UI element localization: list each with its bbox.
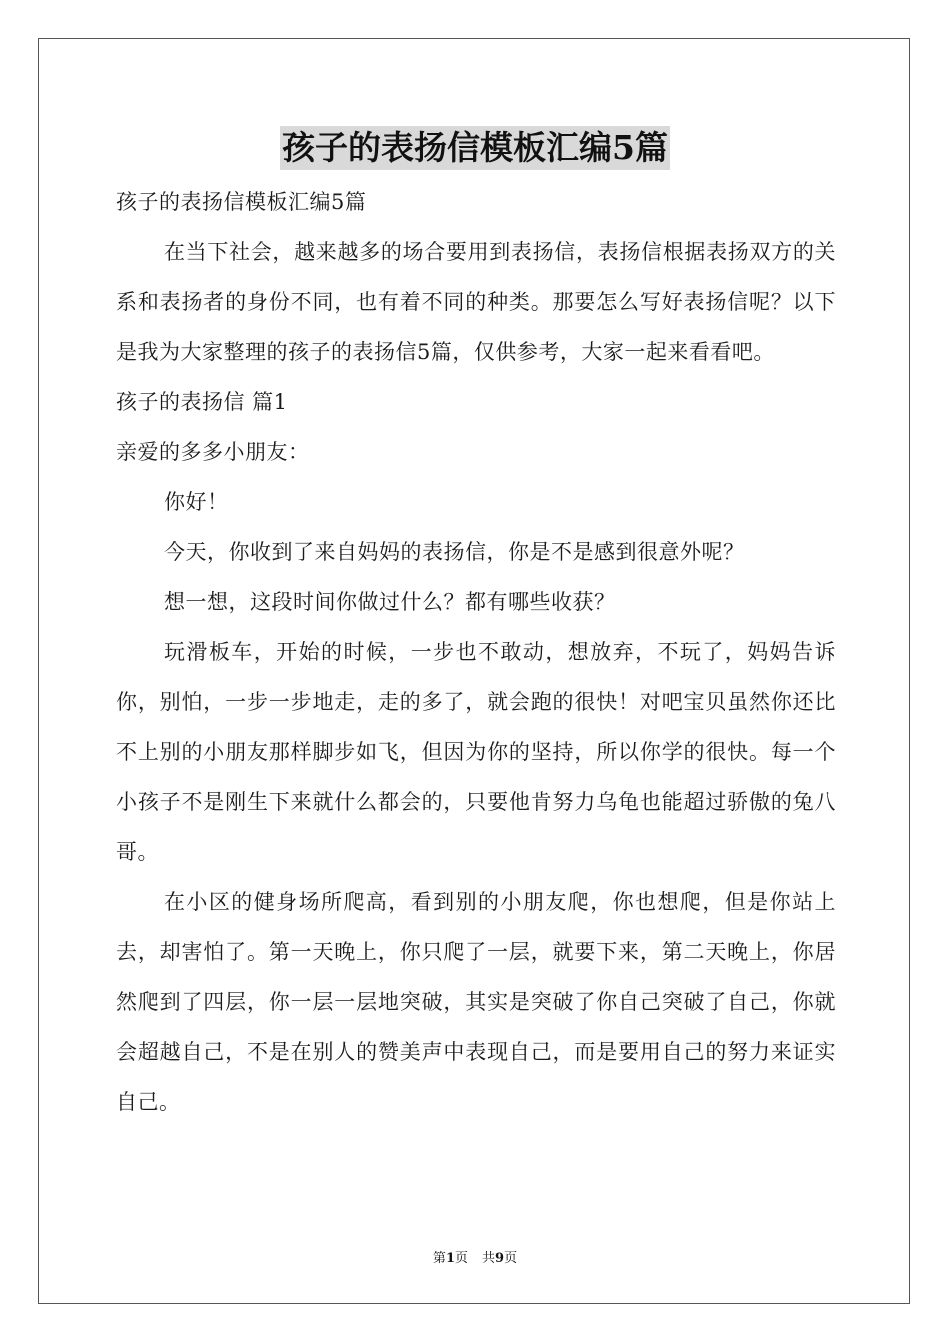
paragraph-body: 玩滑板车，开始的时候，一步也不敢动，想放弃，不玩了，妈妈告诉你，别怕，一步一步地走，走的多了，就会跑的很快！对吧宝贝虽然你还比不上别的小朋友那样脚步如飞，但因为你的坚持，所以你学的很快。每一个小孩子不是刚生下来就什么都会的，只要他肯努力乌龟也能超过骄傲的兔八哥。 — [116, 640, 836, 864]
page-footer — [0, 1247, 950, 1266]
page-suffix: 页 — [454, 1251, 468, 1266]
paragraph-subtitle: 孩子的表扬信模板汇编5篇 — [116, 190, 367, 214]
paragraph-salutation: 亲爱的多多小朋友： — [116, 440, 310, 464]
paragraph-body: 在小区的健身场所爬高，看到别的小朋友爬，你也想爬，但是你站上去，却害怕了。第一天晚上，你只爬了一层，就要下来，第二天晚上，你居然爬到了四层，你一层一层地突破，其实是突破了你自己突破了自己，你就会超越自己，不是在别人的赞美声中表现自己，而是要用自己的努力来证实自己。 — [116, 890, 836, 1114]
total-suffix: 页 — [504, 1251, 518, 1266]
page-number: 1 — [445, 1251, 455, 1266]
total-prefix: 共 — [482, 1251, 496, 1266]
paragraph-body: 今天，你收到了来自妈妈的表扬信，你是不是感到很意外呢？ — [164, 540, 745, 564]
paragraph-intro: 在当下社会，越来越多的场合要用到表扬信，表扬信根据表扬双方的关系和表扬者的身份不同，也有着不同的种类。那要怎么写好表扬信呢？以下是我为大家整理的孩子的表扬信5篇，仅供参考，大家一起来看看吧。 — [116, 240, 836, 364]
title-wrap — [0, 126, 950, 170]
paragraph-body: 想一想，这段时间你做过什么？都有哪些收获？ — [164, 590, 616, 614]
document-body — [116, 177, 836, 1127]
page-prefix: 第 — [432, 1251, 446, 1266]
document-title: 孩子的表扬信模板汇编5篇 — [280, 126, 670, 170]
total-pages: 9 — [495, 1251, 505, 1266]
section-heading: 孩子的表扬信 篇1 — [116, 390, 288, 414]
paragraph-greeting: 你好！ — [164, 490, 229, 514]
